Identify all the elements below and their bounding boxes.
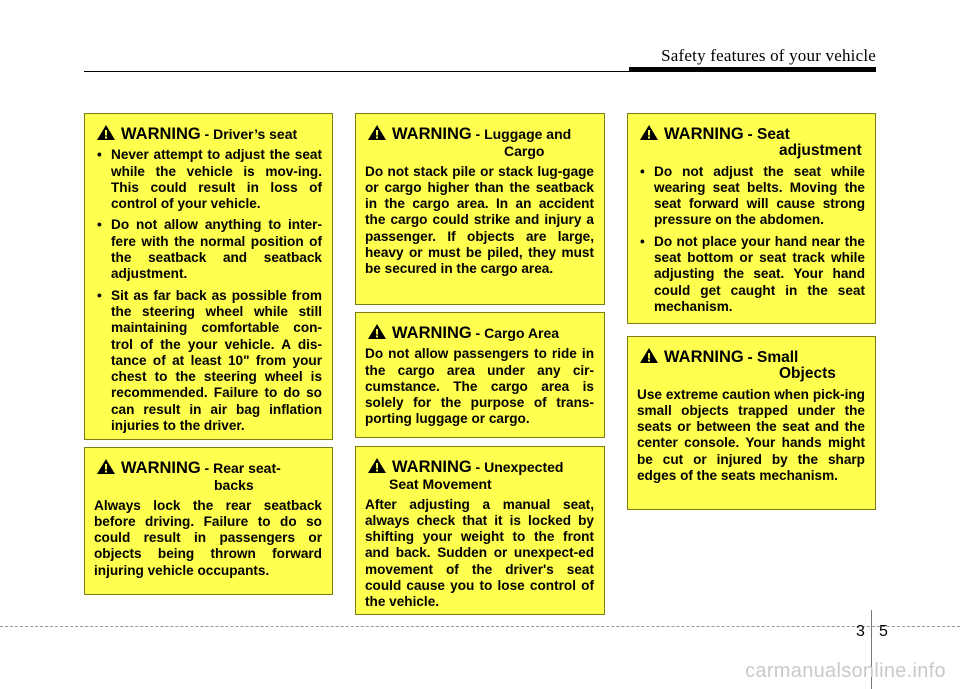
warning-label: WARNING	[121, 459, 201, 477]
warning-heading	[94, 458, 322, 494]
warning-topic: - Cargo Area	[475, 325, 560, 341]
warning-topic: - Unexpected	[475, 459, 564, 475]
warning-triangle-icon	[367, 457, 387, 474]
warning-triangle-icon	[367, 124, 387, 141]
page-number: 5	[879, 623, 888, 640]
warning-topic-continued: Cargo	[504, 143, 545, 160]
page-header-title: Safety features of your vehicle	[661, 46, 876, 65]
warning-topic-continued: Objects	[779, 365, 836, 383]
warning-topic: - Small	[747, 349, 799, 366]
warning-triangle-icon	[96, 458, 116, 475]
warning-label: WARNING	[392, 324, 472, 342]
warning-card-seat-adjustment	[627, 113, 876, 324]
warning-card-rear-seatbacks	[84, 447, 333, 595]
warning-bullet: • Sit as far back as possible from the steering wheel while still maintaining comfortable con-trol of the your vehicle. A dis-tance of at least 10" from your chest to the steering wheel is recommended. Failure to do so can result in air bag inflation injuries to the driver.	[94, 288, 322, 435]
warning-body: Do not allow passengers to ride in the cargo area under any cir-cumstance. The cargo area is solely for the purpose of trans-porting luggage or cargo.	[365, 346, 594, 427]
warning-heading	[94, 124, 322, 143]
warning-bullet: • Do not place your hand near the seat bottom or seat track while adjusting the seat. Your hand could get caught in the seat mechanism.	[637, 234, 865, 315]
warning-label: WARNING	[664, 348, 744, 366]
warning-topic-continued: adjustment	[779, 142, 862, 160]
warning-label: WARNING	[664, 125, 744, 143]
header-rule	[84, 71, 629, 72]
warning-body: Use extreme caution when pick-ing small objects trapped under the seats or between the seat and the center console. Your hands might be cut or injured by the sharp edges of the seats mechanism.	[637, 386, 865, 484]
warning-card-unexpected-seat-movement	[355, 446, 605, 615]
warning-card-luggage-cargo	[355, 113, 605, 305]
warning-heading	[637, 347, 865, 383]
warning-heading	[365, 124, 594, 160]
warning-body: Always lock the rear seatback before driving. Failure to do so could result in passengers or objects being thrown forward injuring vehicle occupants.	[94, 497, 322, 578]
warning-heading	[365, 457, 594, 493]
warning-topic: - Luggage and	[475, 126, 572, 142]
warning-triangle-icon	[367, 323, 387, 340]
warning-card-drivers-seat	[84, 113, 333, 440]
warning-heading	[637, 124, 865, 160]
warning-triangle-icon	[96, 124, 116, 141]
warning-topic-continued: backs	[214, 477, 254, 494]
warning-card-cargo-area	[355, 312, 605, 438]
warning-body: Do not stack pile or stack lug-gage or cargo higher than the seatback in the cargo area. In an accident the cargo could strike and injury a passenger. If objects are large, heavy or must be piled, they must be secured in the cargo area.	[365, 163, 594, 277]
warning-bullet: • Do not adjust the seat while wearing seat belts. Moving the seat forward will cause strong pressure on the abdomen.	[637, 164, 865, 229]
warning-topic: - Driver’s seat	[204, 126, 298, 142]
chapter-number: 3	[856, 623, 865, 640]
warning-topic-continued: Seat Movement	[389, 476, 492, 493]
header-rule-accent	[629, 67, 876, 72]
warning-topic: - Seat	[747, 126, 790, 143]
warning-bullet: • Do not allow anything to inter-fere with the normal position of the seatback and seatback adjustment.	[94, 217, 322, 282]
warning-label: WARNING	[392, 125, 472, 143]
warning-bullet-list	[637, 164, 865, 316]
watermark: carmanualsonline.info	[745, 660, 946, 682]
warning-topic: - Rear seat-	[204, 460, 281, 476]
warning-body: After adjusting a manual seat, always check that it is locked by shifting your weight to the front and back. Sudden or unexpect-ed movement of the driver's seat could cause you to lose control of the vehicle.	[365, 496, 594, 610]
warning-card-small-objects	[627, 336, 876, 510]
warning-label: WARNING	[121, 125, 201, 143]
warning-triangle-icon	[639, 347, 659, 364]
warning-heading	[365, 323, 594, 342]
footer-rule	[0, 626, 960, 627]
warning-bullet-list	[94, 147, 322, 434]
warning-bullet: • Never attempt to adjust the seat while the vehicle is mov-ing. This could result in loss of control of your vehicle.	[94, 147, 322, 212]
warning-label: WARNING	[392, 458, 472, 476]
warning-triangle-icon	[639, 124, 659, 141]
